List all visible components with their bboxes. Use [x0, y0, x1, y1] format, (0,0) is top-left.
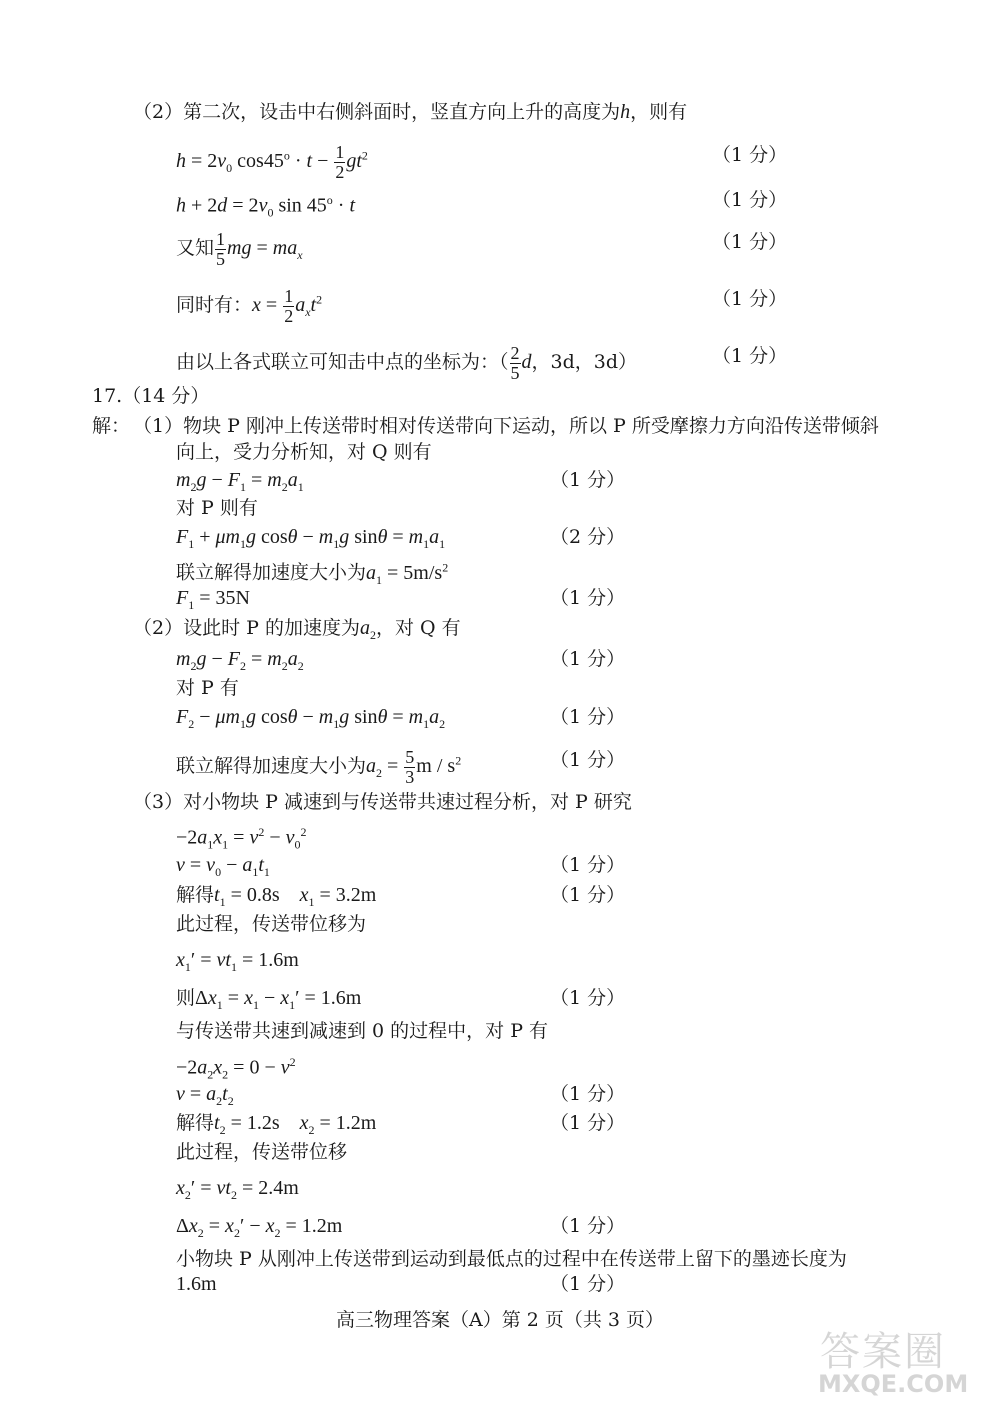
p2-eq-p: $F_2 - \mu m_1g$ $\cos\theta - m_1g$ $\sin\theta = m_1a_2$ — [176, 706, 446, 731]
p3-x1prime: $x_1' = vt_1 = 1.6m$ — [176, 949, 299, 974]
equation-h: $h = 2v_0$ $\cos 45^o \cdot t$ − $\frac{1}{2}$ $gt^2$ — [176, 142, 368, 182]
score: （1 分） — [712, 189, 788, 211]
score: （1 分） — [550, 648, 626, 670]
score: （1 分） — [712, 288, 788, 310]
score: （1 分） — [550, 987, 626, 1009]
score: （1 分） — [550, 1112, 626, 1134]
solution-label: 解： — [92, 415, 131, 437]
p3-dx2: $\Delta x_2 = x_2' - x_2 = 1.2m$ — [176, 1215, 343, 1240]
score: （1 分） — [550, 1083, 626, 1105]
equation-force-x: 又知 $\frac{1}{5}$ mg = $ma_x$ — [176, 229, 303, 269]
score: （1 分） — [550, 854, 626, 876]
part2-intro: （2）第二次，设击中右侧斜面时，竖直方向上升的高度为h，则有 — [133, 101, 688, 123]
p1-solve: 联立解得加速度大小为$a_1 = 5m/s^2$ — [176, 560, 449, 587]
p3-belt1: 此过程，传送带位移为 — [176, 913, 367, 935]
p3-result1: 解得$t_1 = 0.8s$ $x_1 = 3.2m$ — [176, 884, 377, 909]
p3-eq2: $v = v_0 - a_1t_1$ — [176, 854, 270, 879]
watermark-cn: 答案圈 — [820, 1329, 946, 1375]
p2-for-p: 对 P 有 — [176, 677, 239, 699]
p3-x2prime: $x_2' = vt_2 = 2.4m$ — [176, 1177, 299, 1202]
p3-final-line1: 小物块 P 从刚冲上传送带到运动到最低点的过程中在传送带上留下的墨迹长度为 — [176, 1248, 847, 1270]
score: （1 分） — [712, 144, 788, 166]
p2-line: （2）设此时 P 的加速度为$a_2$，对 Q 有 — [133, 617, 461, 642]
equation-x: 同时有：x = $\frac{1}{2}$ $a_xt^2$ — [176, 286, 323, 326]
p3-result2: 解得$t_2 = 1.2s$ $x_2 = 1.2m$ — [176, 1112, 377, 1137]
score: （1 分） — [550, 587, 626, 609]
p3-belt2: 此过程，传送带位移 — [176, 1141, 348, 1163]
p1-for-p: 对 P 则有 — [176, 497, 258, 519]
score: （1 分） — [550, 706, 626, 728]
score: （1 分） — [550, 749, 626, 771]
p3-eq3: $-2a_2x_2 = 0 - v^2$ — [176, 1055, 296, 1082]
p3-final-line2: 1.6m — [176, 1273, 217, 1295]
page-footer: 高三物理答案（A）第 2 页（共 3 页） — [335, 1309, 665, 1331]
p2-solve: 联立解得加速度大小为$a_2$ = $\frac{5}{3}$ m / $s^2$ — [176, 747, 462, 787]
p2-eq-q: $m_2g - F_2 = m_2a_2$ — [176, 648, 304, 673]
p1-eq-p: $F_1 + \mu m_1g$ $\cos\theta - m_1g$ $\sin\theta = m_1a_1$ — [176, 526, 446, 551]
watermark-logo — [810, 1320, 980, 1400]
equation-h2d: $h + 2d = 2v_0$ $\sin 45^o \cdot t$ — [176, 193, 356, 220]
score: （1 分） — [550, 1273, 626, 1295]
p3-dx1: 则$\Delta x_1 = x_1 - x_1' = 1.6m$ — [176, 987, 362, 1012]
score: （2 分） — [550, 526, 626, 548]
score: （1 分） — [550, 884, 626, 906]
p3-eq1: $-2a_1x_1 = v^2 - v_0^2$ — [176, 825, 307, 852]
p1-f1: $F_1 = 35N$ — [176, 587, 250, 612]
p3-phase2: 与传送带共速到减速到 0 的过程中，对 P 有 — [176, 1020, 549, 1042]
p1-eq-q: $m_2g - F_1 = m_2a_1$ — [176, 469, 304, 494]
p3-line: （3）对小物块 P 减速到与传送带共速过程分析，对 P 研究 — [133, 791, 632, 813]
score: （1 分） — [712, 345, 788, 367]
question-17-header: 17.（14 分） — [92, 385, 210, 407]
p1-line2: 向上，受力分析知，对 Q 则有 — [176, 441, 432, 463]
watermark-en: MXQE.COM — [818, 1370, 969, 1398]
score: （1 分） — [550, 469, 626, 491]
p3-eq4: $v = a_2t_2$ — [176, 1083, 234, 1108]
p1-line1: （1）物块 P 刚冲上传送带时相对传送带向下运动，所以 P 所受摩擦力方向沿传送带倾斜 — [133, 415, 879, 437]
score: （1 分） — [550, 1215, 626, 1237]
hit-point-coordinate: 由以上各式联立可知击中点的坐标为：（ $\frac{2}{5}$ d，3d，3d） — [176, 343, 638, 383]
score: （1 分） — [712, 231, 788, 253]
